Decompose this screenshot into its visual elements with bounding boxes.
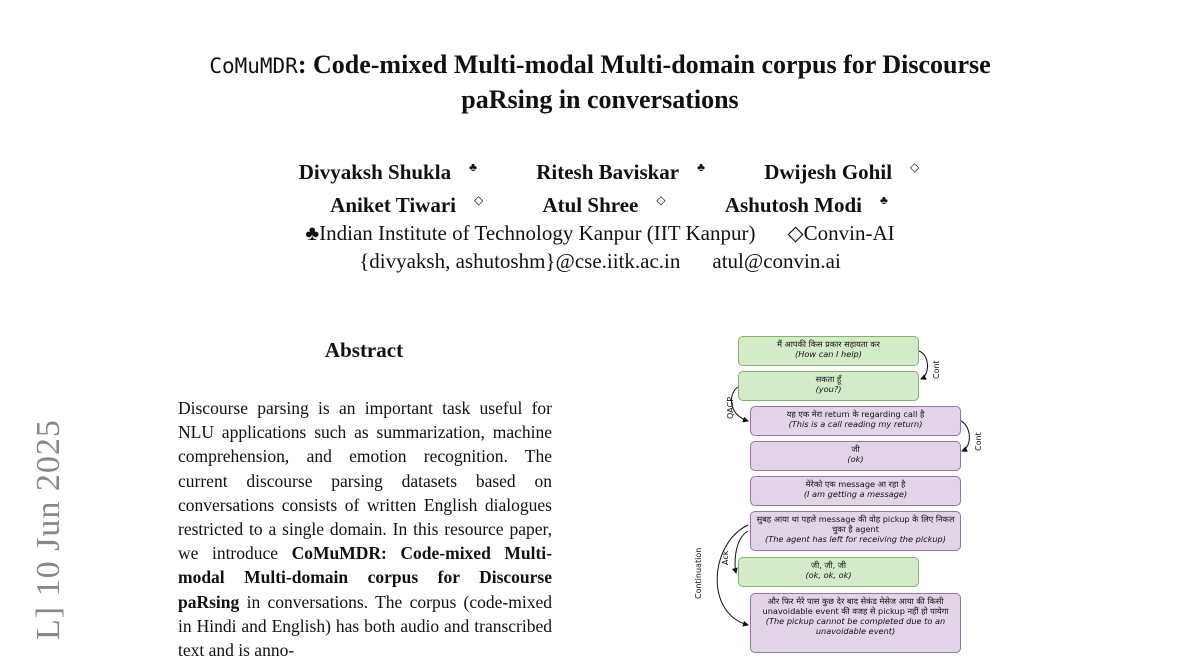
abstract-body: Discourse parsing is an important task useful for NLU applications such as summarization, machine comprehension, and emotion recognition. The current discourse parsing datasets based on conversations consists of written English dialogues restricted to a single domain. In this resource paper, we introduce CoMuMDR: Code-mixed Multi-modal Multi-domain corpus for Discourse paRsing in conversations. The corpus (code-mixed in Hindi and English) has both audio and transcribed text and is anno- [178,398,552,661]
utterance-box: जी (ok) [750,441,961,471]
arrow-cont-mid [961,421,969,451]
author: Atul Shree ◇ [542,193,666,217]
utterance-box: जी, जी, जी (ok, ok, ok) [738,557,919,587]
affiliation-convin: ◇Convin-AI [787,221,895,245]
label-continuation: Continuation [694,547,703,599]
utterance-box: और फिर मेरे पास कुछ देर बाद सेकंड मेसेज आया की किसी unavoidable event की वजह से pickup नहीं हो पायेगा (The pickup cannot be completed due to an unavoidable event) [750,593,961,653]
title-acronym: CoMuMDR [209,54,298,78]
author: Divyaksh Shukla ♣ [298,160,477,184]
email-iitk: {divyaksh, ashutoshm}@cse.iitk.ac.in [359,249,681,273]
label-ack: Ack [721,550,730,565]
emails [0,247,1200,275]
author: Aniket Tiwari ◇ [330,193,484,217]
label-cont-top: Cont [932,360,941,379]
arrow-cont-top [919,351,928,379]
utterance-box: मैं आपकी किस प्रकार सहायता कर (How can I help) [738,336,919,366]
affiliation-iitk: ♣Indian Institute of Technology Kanpur (IIT Kanpur) [305,221,756,245]
label-qacp: QACP [726,396,735,419]
abstract-bold-title: CoMuMDR: Code-mixed Multi-modal Multi-domain corpus for Discourse paRsing [178,543,552,612]
paper-title [0,48,1200,116]
author: Ashutosh Modi ♣ [724,193,888,217]
authors-row-1 [0,153,1200,186]
abstract-heading: Abstract [324,338,404,362]
affiliations [0,219,1200,247]
utterance-box: यह एक मेरा return के regarding call है (This is a call reading my return) [750,406,961,436]
author-block [0,153,1200,275]
author: Dwijesh Gohil ◇ [764,160,920,184]
title-line2: paRsing in conversations [461,85,739,114]
author: Ritesh Baviskar ♣ [536,160,706,184]
authors-row-2 [0,186,1200,219]
label-cont-mid: Cont [974,432,983,451]
utterance-box: मेरेको एक message आ रहा है (I am getting a message) [750,476,961,506]
utterance-box: सकता हूँ (you?) [738,371,919,401]
discourse-figure [690,333,1000,653]
utterance-box: सुबह आया था पहले message की वोह pickup के लिए निकल चुका है agent (The agent has left for receiving the pickup) [750,511,961,551]
arxiv-stamp: L] 10 Jun 2025 [30,419,67,640]
email-convin: atul@convin.ai [712,249,841,273]
title-rest: : Code-mixed Multi-modal Multi-domain corpus for Discourse [297,50,991,79]
